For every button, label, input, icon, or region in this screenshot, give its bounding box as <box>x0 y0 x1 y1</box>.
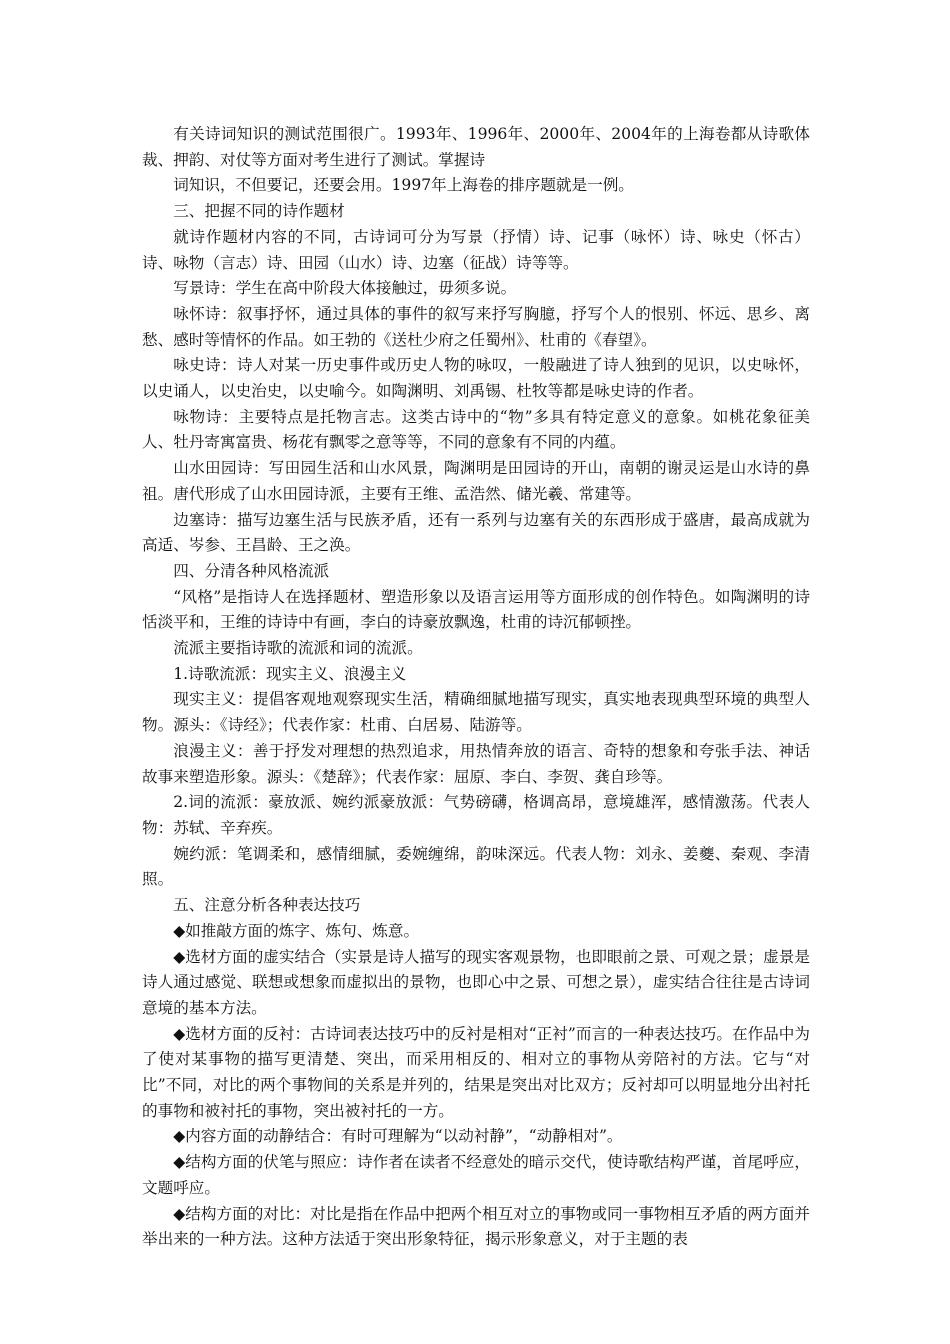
section-heading: 五、注意分析各种表达技巧 <box>173 896 361 915</box>
document-body <box>142 122 810 1253</box>
paragraph: 词知识，不但要记，还要会用。1997年上海卷的排序题就是一例。 <box>173 176 634 195</box>
bullet-paragraph: ◆内容方面的动静结合：有时可理解为“以动衬静”，“动静相对”。 <box>173 1127 623 1146</box>
paragraph: 咏史诗：诗人对某一历史事件或历史人物的咏叹，一般融进了诗人独到的见识，以史咏怀，以史诵人，以史治史，以史喻今。如陶渊明、刘禹锡、杜牧等都是咏史诗的作者。 <box>142 356 810 401</box>
section-heading: 三、把握不同的诗作题材 <box>173 202 345 221</box>
paragraph: 流派主要指诗歌的流派和词的流派。 <box>173 639 423 658</box>
section-heading: 四、分清各种风格流派 <box>173 561 330 580</box>
paragraph: 2.词的流派：豪放派、婉约派豪放派：气势磅礴，格调高昂，意境雄浑，感情激荡。代表人物：苏轼、辛弃疾。 <box>142 793 810 837</box>
bullet-paragraph: ◆如推敲方面的炼字、炼句、炼意。 <box>173 921 420 940</box>
bullet-paragraph: ◆选材方面的虚实结合（实景是诗人描写的现实客观景物，也即眼前之景、可观之景；虚景是诗人通过感觉、联想或想象而虚拟出的景物，也即心中之景、可想之景），虚实结合往往是古诗词意境的基本方法。 <box>142 947 810 1017</box>
paragraph: 就诗作题材内容的不同，古诗词可分为写景（抒情）诗、记事（咏怀）诗、咏史（怀古）诗、咏物（言志）诗、田园（山水）诗、边塞（征战）诗等等。 <box>142 227 810 272</box>
paragraph: 边塞诗：描写边塞生活与民族矛盾，还有一系列与边塞有关的东西形成于盛唐，最高成就为高适、岑参、王昌龄、王之涣。 <box>142 510 810 555</box>
paragraph: 浪漫主义：善于抒发对理想的热烈追求，用热情奔放的语言、奇特的想象和夸张手法、神话故事来塑造形象。源头：《楚辞》；代表作家：屈原、李白、李贺、龚自珍等。 <box>142 741 810 786</box>
paragraph: 咏物诗：主要特点是托物言志。这类古诗中的“物”多具有特定意义的意象。如桃花象征美人、牡丹寄寓富贵、杨花有飘零之意等等，不同的意象有不同的内蕴。 <box>142 407 810 452</box>
bullet-paragraph: ◆结构方面的伏笔与照应：诗作者在读者不经意处的暗示交代，使诗歌结构严谨，首尾呼应，文题呼应。 <box>142 1153 810 1197</box>
subsection-heading: 1.诗歌流派：现实主义、浪漫主义 <box>173 664 407 683</box>
bullet-paragraph: ◆选材方面的反衬：古诗词表达技巧中的反衬是相对“正衬”而言的一种表达技巧。在作品中为了使对某事物的描写更清楚、突出，而采用相反的、相对立的事物从旁陪衬的方法。它与“对比”不同，对比的两个事物间的关系是并列的，结果是突出对比双方；反衬却可以明显地分出衬托的事物和被衬托的事物，突出被衬托的一方。 <box>142 1024 810 1120</box>
paragraph: “风格”是指诗人在选择题材、塑造形象以及语言运用等方面形成的创作特色。如陶渊明的诗恬淡平和，王维的诗诗中有画，李白的诗豪放飘逸，杜甫的诗沉郁顿挫。 <box>142 587 810 632</box>
bullet-paragraph: ◆结构方面的对比：对比是指在作品中把两个相互对立的事物或同一事物相互矛盾的两方面并举出来的一种方法。这种方法适于突出形象特征，揭示形象意义，对于主题的表 <box>142 1204 810 1249</box>
paragraph: 现实主义：提倡客观地观察现实生活，精确细腻地描写现实，真实地表现典型环境的典型人物。源头：《诗经》；代表作家：杜甫、白居易、陆游等。 <box>142 690 810 735</box>
paragraph: 写景诗：学生在高中阶段大体接触过，毋须多说。 <box>173 279 517 298</box>
paragraph: 有关诗词知识的测试范围很广。1993年、1996年、2000年、2004年的上海卷都从诗歌体裁、押韵、对仗等方面对考生进行了测试。掌握诗 <box>142 125 810 169</box>
paragraph: 咏怀诗：叙事抒怀，通过具体的事件的叙写来抒写胸臆，抒写个人的恨别、怀远、思乡、离愁、感时等情怀的作品。如王勃的《送杜少府之任蜀州》、杜甫的《春望》。 <box>142 304 810 349</box>
paragraph: 山水田园诗：写田园生活和山水风景，陶渊明是田园诗的开山，南朝的谢灵运是山水诗的鼻祖。唐代形成了山水田园诗派，主要有王维、孟浩然、储光羲、常建等。 <box>142 459 810 503</box>
paragraph: 婉约派：笔调柔和，感情细腻，委婉缠绵，韵味深远。代表人物：刘永、姜夔、秦观、李清照。 <box>142 844 810 889</box>
